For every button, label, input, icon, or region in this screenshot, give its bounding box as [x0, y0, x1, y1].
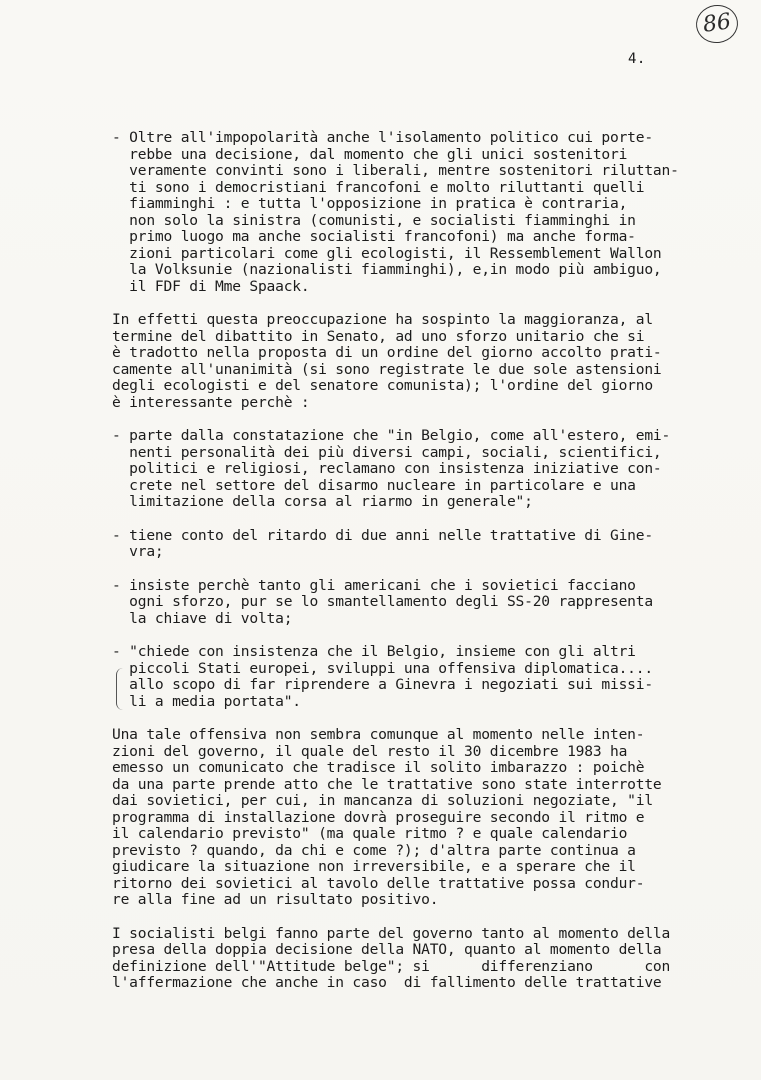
- text-line: degli ecologisti e del senatore comunista); l'ordine del giorno: [112, 377, 653, 394]
- paragraph-isolamento: [112, 130, 732, 295]
- text-line: fiamminghi : e tutta l'opposizione in pratica è contraria,: [112, 195, 628, 212]
- text-line: zioni del governo, il quale del resto il 30 dicembre 1983 ha: [112, 742, 628, 760]
- paragraph-socialisti: [112, 926, 732, 992]
- text-line: dai sovietici, per cui, in mancanza di soluzioni negoziate, "il: [112, 792, 653, 809]
- text-line: - Oltre all'impopolarità anche l'isolamento politico cui porte-: [112, 129, 653, 146]
- text-line: crete nel settore del disarmo nucleare in particolare e una: [112, 476, 636, 494]
- text-line: ti sono i democristiani francofoni e molto riluttanti quelli: [112, 178, 645, 196]
- text-line: allo scopo di far riprendere a Ginevra i negoziati sui missi-: [112, 676, 653, 693]
- archive-stamp-number: 86: [694, 2, 741, 45]
- bullet-ritardo: [112, 528, 732, 561]
- text-line: nenti personalità dei più diversi campi, sociali, scientifici,: [112, 443, 662, 461]
- text-line: definizione dell'"Attitude belge"; si differenziano con: [112, 957, 671, 975]
- paragraph-senato: [112, 312, 732, 411]
- text-line: piccoli Stati europei, sviluppi una offensiva diplomatica....: [112, 659, 653, 677]
- text-line: ogni sforzo, pur se lo smantellamento degli SS-20 rappresenta: [112, 593, 653, 610]
- text-line: - insiste perchè tanto gli americani che i sovietici facciano: [112, 576, 636, 594]
- text-line: limitazione della corsa al riarmo in generale";: [112, 493, 533, 510]
- text-line: non solo la sinistra (comunisti, e socialisti fiamminghi in: [112, 211, 636, 229]
- page-number: 4.: [628, 51, 646, 67]
- text-line: la chiave di volta;: [112, 609, 293, 627]
- text-line: il calendario previsto" (ma quale ritmo ? e quale calendario: [112, 825, 628, 842]
- document-body: [112, 130, 732, 992]
- text-line: veramente convinti sono i liberali, mentre sostenitori riluttan-: [112, 162, 679, 179]
- bullet-chiede: [112, 644, 732, 710]
- text-line: primo luogo ma anche socialisti francofoni) ma anche forma-: [112, 228, 636, 245]
- text-line: Una tale offensiva non sembra comunque al momento nelle inten-: [112, 726, 645, 743]
- text-line: vra;: [112, 543, 164, 560]
- text-line: è interessante perchè :: [112, 393, 310, 411]
- text-line: programma di installazione dovrà proseguire secondo il ritmo e: [112, 808, 645, 826]
- text-line: I socialisti belgi fanno parte del governo tanto al momento della: [112, 924, 671, 942]
- text-line: li a media portata".: [112, 692, 301, 710]
- text-line: camente all'unanimità (si sono registrate le due sole astensioni: [112, 360, 662, 378]
- text-line: - parte dalla constatazione che "in Belgio, come all'estero, emi-: [112, 427, 671, 444]
- text-line: la Volksunie (nazionalisti fiamminghi), e,in modo più ambiguo,: [112, 261, 662, 278]
- text-line: politici e religiosi, reclamano con insistenza iniziative con-: [112, 460, 662, 477]
- text-line: - tiene conto del ritardo di due anni nelle trattative di Gine-: [112, 526, 653, 544]
- text-line: In effetti questa preoccupazione ha sospinto la maggioranza, al: [112, 311, 653, 328]
- text-line: termine del dibattito in Senato, ad uno sforzo unitario che si: [112, 327, 645, 345]
- bullet-constatazione: [112, 428, 732, 511]
- text-line: re alla fine ad un risultato positivo.: [112, 891, 439, 908]
- paragraph-offensiva: [112, 727, 732, 909]
- text-line: previsto ? quando, da chi e come ?); d'altra parte continua a: [112, 841, 636, 859]
- text-line: - "chiede con insistenza che il Belgio, insieme con gli altri: [112, 643, 636, 660]
- text-line: da una parte prende atto che le trattative sono state interrotte: [112, 775, 662, 793]
- text-line: rebbe una decisione, dal momento che gli unici sostenitori: [112, 145, 628, 163]
- bullet-insiste: [112, 578, 732, 628]
- text-line: zioni particolari come gli ecologisti, il Ressemblement Wallon: [112, 244, 662, 262]
- text-line: il FDF di Mme Spaack.: [112, 277, 310, 295]
- text-line: emesso un comunicato che tradisce il solito imbarazzo : poichè: [112, 759, 645, 776]
- text-line: giudicare la situazione non irreversibile, e a sperare che il: [112, 858, 636, 875]
- text-line: l'affermazione che anche in caso di fallimento delle trattative: [112, 974, 662, 991]
- text-line: presa della doppia decisione della NATO, quanto al momento della: [112, 941, 662, 958]
- text-line: ritorno dei sovietici al tavolo delle trattative possa condur-: [112, 874, 645, 892]
- text-line: è tradotto nella proposta di un ordine del giorno accolto prati-: [112, 344, 662, 361]
